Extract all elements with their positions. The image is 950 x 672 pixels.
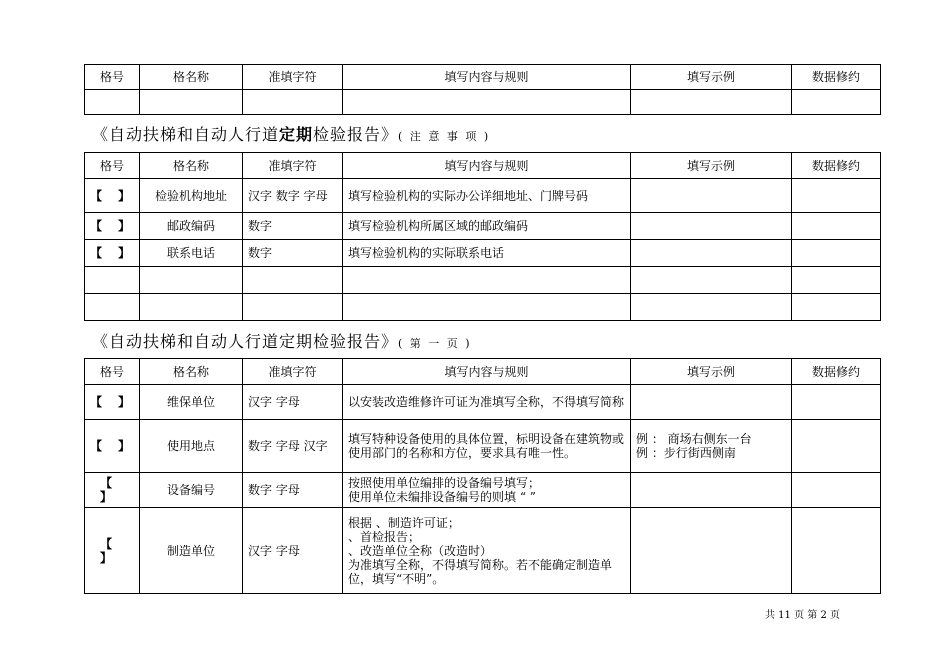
table-header-row: 格号 格名称 准填字符 填写内容与规则 填写示例 数据修约 (85, 359, 881, 385)
table-top (84, 64, 881, 115)
header-rules: 填写内容与规则 (343, 65, 631, 90)
header-name: 格名称 (140, 65, 243, 90)
section1-subtitle: ( 注 意 事 项 ) (398, 130, 491, 143)
header-chars: 准填字符 (243, 65, 343, 90)
table-row-empty (85, 267, 881, 294)
page-footer: 共 11 页 第 2 页 (765, 610, 840, 621)
section2-title: 《自动扶梯和自动人行道定期检验报告》( 第 一 页 ) (92, 332, 472, 351)
header-example: 填写示例 (631, 65, 792, 90)
table-row-empty (85, 90, 881, 115)
table-section2 (84, 358, 881, 594)
table-row: 【 】 维保单位 汉字 字母 以安装改造维修许可证为准填写全称，不得填写简称 (85, 385, 881, 420)
section2-subtitle: ( 第 一 页 ) (398, 337, 472, 350)
table-section1 (84, 152, 881, 321)
header-convention: 数据修约 (792, 65, 881, 90)
table-row: 【 】 使用地点 数字 字母 汉字 填写特种设备使用的具体位置，标明设备在建筑物或使用部门的名称和方位，要求具有唯一性。 例 ： 商场右侧东一台 例 ：步行街西侧南 (85, 420, 881, 473)
table-row: 【 】 设备编号 数字 字母 按照使用单位编排的设备编号填写； 使用单位未编排设备编号的则填 “ ” (85, 473, 881, 508)
table-row-empty (85, 294, 881, 321)
table-row: 【 】 检验机构地址 汉字 数字 字母 填写检验机构的实际办公详细地址、门牌号码 (85, 179, 881, 213)
header-code: 格号 (85, 65, 140, 90)
table-row: 【 】 邮政编码 数字 填写检验机构所属区域的邮政编码 (85, 213, 881, 240)
table-row: 【 】 联系电话 数字 填写检验机构的实际联系电话 (85, 240, 881, 267)
section1-title: 《自动扶梯和自动人行道定期检验报告》( 注 意 事 项 ) (92, 125, 491, 144)
table-row: 【 】 制造单位 汉字 字母 根据 、制造许可证； 、首检报告； 、改造单位全称（改造时） 为准填写全称，不得填写简称。若不能确定制造单位，填写“不明”。 (85, 508, 881, 594)
table-header-row (85, 65, 881, 90)
table-header-row: 格号 格名称 准填字符 填写内容与规则 填写示例 数据修约 (85, 153, 881, 179)
